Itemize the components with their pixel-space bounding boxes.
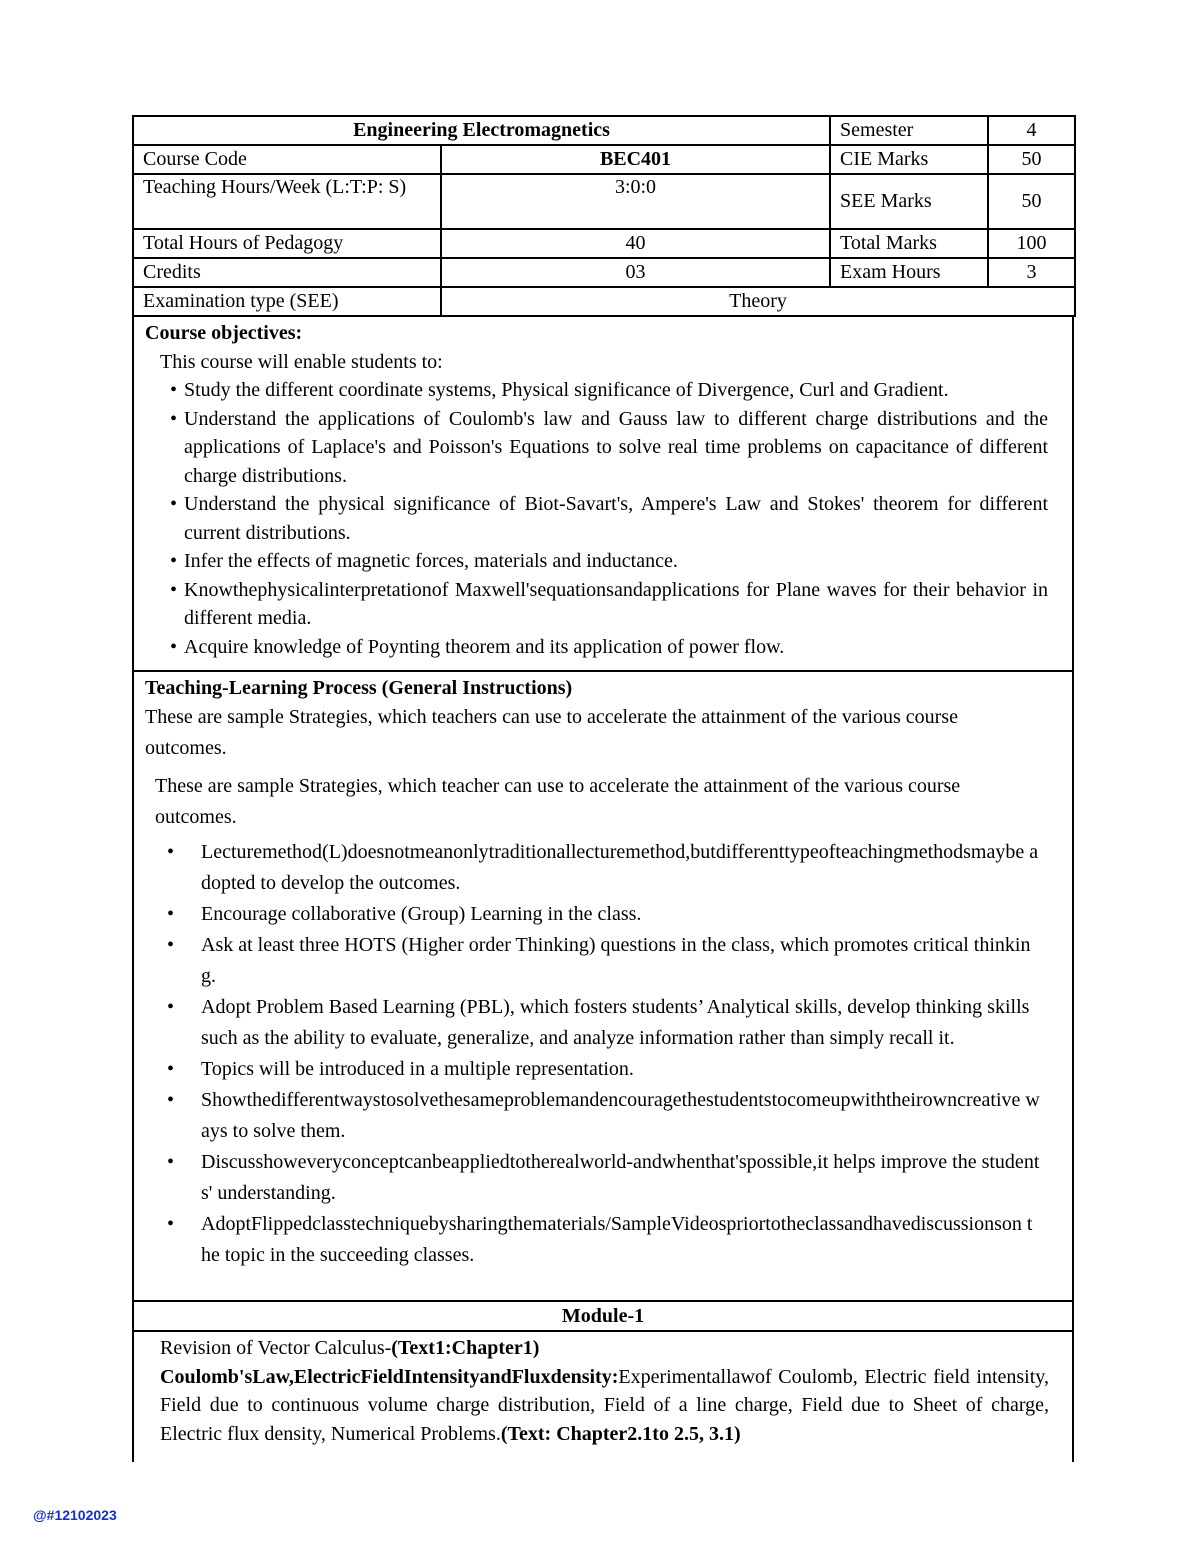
course-title: Engineering Electromagnetics — [133, 116, 830, 145]
cie-marks-value: 50 — [988, 145, 1075, 174]
objectives-intro: This course will enable students to: — [160, 350, 443, 373]
objectives-heading: Course objectives: — [145, 322, 303, 344]
course-code-label: Course Code — [133, 145, 441, 174]
course-code-value: BEC401 — [441, 145, 830, 174]
total-marks-value: 100 — [988, 229, 1075, 258]
revision-text: Revision of Vector Calculus- — [160, 1337, 392, 1359]
see-marks-label: SEE Marks — [830, 174, 988, 229]
teaching-learning-section — [132, 672, 1074, 1302]
cie-marks-label: CIE Marks — [830, 145, 988, 174]
module-1-heading: Module-1 — [132, 1302, 1074, 1332]
exam-hours-label: Exam Hours — [830, 258, 988, 287]
teaching-hours-value: 3:0:0 — [441, 174, 830, 229]
strategy-item: • Showthedifferentwaystosolvethesameproblemandencouragethestudentstocomeupwiththeirowncreative ways to solve them. — [201, 1085, 1042, 1147]
revision-reference: (Text1:Chapter1) — [391, 1337, 540, 1359]
teaching-intro-repeat: These are sample Strategies, which teacher can use to accelerate the attainment of the various course outcomes. — [155, 775, 961, 828]
exam-hours-value: 3 — [988, 258, 1075, 287]
pedagogy-hours-value: 40 — [441, 229, 830, 258]
credits-label: Credits — [133, 258, 441, 287]
objective-item: • Infer the effects of magnetic forces, materials and inductance. — [170, 547, 1048, 576]
strategy-item: • Topics will be introduced in a multiple representation. — [201, 1054, 1042, 1085]
semester-value: 4 — [988, 116, 1075, 145]
teaching-heading: Teaching-Learning Process (General Instructions) — [145, 677, 573, 699]
strategy-item: • Encourage collaborative (Group) Learning in the class. — [201, 899, 1042, 930]
objective-item: • Understand the applications of Coulomb's law and Gauss law to different charge distributions and the applications of Laplace's and Poisson's Equations to solve real time problems on capacitance of different charge distributions. — [170, 405, 1048, 491]
module-revision-line — [160, 1334, 1049, 1363]
objective-item: • Acquire knowledge of Poynting theorem and its application of power flow. — [170, 633, 1048, 662]
teaching-intro: These are sample Strategies, which teachers can use to accelerate the attainment of the various course outcomes. — [145, 706, 958, 759]
objective-item: • Knowthephysicalinterpretationof Maxwell'sequationsandapplications for Plane waves for their behavior in different media. — [170, 576, 1048, 633]
objective-item: • Study the different coordinate systems, Physical significance of Divergence, Curl and Gradient. — [170, 376, 1048, 405]
teaching-strategies-list — [145, 837, 1042, 1271]
strategy-item: • Adopt Problem Based Learning (PBL), which fosters students’ Analytical skills, develop thinking skills such as the ability to evaluate, generalize, and analyze information rather than simply recall it. — [201, 992, 1042, 1054]
semester-label: Semester — [830, 116, 988, 145]
course-objectives-section — [132, 317, 1074, 672]
exam-type-label: Examination type (SEE) — [133, 287, 441, 316]
teaching-hours-label: Teaching Hours/Week (L:T:P: S) — [133, 174, 441, 229]
objectives-list — [145, 376, 1048, 661]
document-id-mark: @#12102023 — [33, 1507, 117, 1523]
credits-value: 03 — [441, 258, 830, 287]
strategy-item: • AdoptFlippedclasstechniquebysharingthematerials/SampleVideospriortotheclassandhavediscussionson the topic in the succeeding classes. — [201, 1209, 1042, 1271]
total-marks-label: Total Marks — [830, 229, 988, 258]
topic-body: Experimentallawof Coulomb, Electric field intensity, Field due to continuous volume charge distribution, Field of a line charge, Field due to Sheet of charge, Electric flux density, Numerical Problems. — [160, 1365, 1049, 1445]
course-document — [132, 115, 1074, 1462]
strategy-item: • Lecturemethod(L)doesnotmeanonlytraditionallecturemethod,butdifferenttypeofteachingmethodsmaybe adopted to develop the outcomes. — [201, 837, 1042, 899]
pedagogy-hours-label: Total Hours of Pedagogy — [133, 229, 441, 258]
see-marks-value: 50 — [988, 174, 1075, 229]
topic-title: Coulomb'sLaw,ElectricFieldIntensityandFluxdensity: — [160, 1365, 619, 1388]
exam-type-value: Theory — [441, 287, 1075, 316]
topic-reference: (Text: Chapter2.1to 2.5, 3.1) — [500, 1422, 741, 1445]
course-info-table — [132, 115, 1076, 317]
module-topic-paragraph — [160, 1363, 1049, 1449]
strategy-item: • Discusshoweveryconceptcanbeappliedtotherealworld-andwhenthat'spossible,it helps improve the students' understanding. — [201, 1147, 1042, 1209]
module-1-content — [132, 1332, 1074, 1462]
objective-item: • Understand the physical significance of Biot-Savart's, Ampere's Law and Stokes' theorem for different current distributions. — [170, 490, 1048, 547]
strategy-item: • Ask at least three HOTS (Higher order Thinking) questions in the class, which promotes critical thinking. — [201, 930, 1042, 992]
